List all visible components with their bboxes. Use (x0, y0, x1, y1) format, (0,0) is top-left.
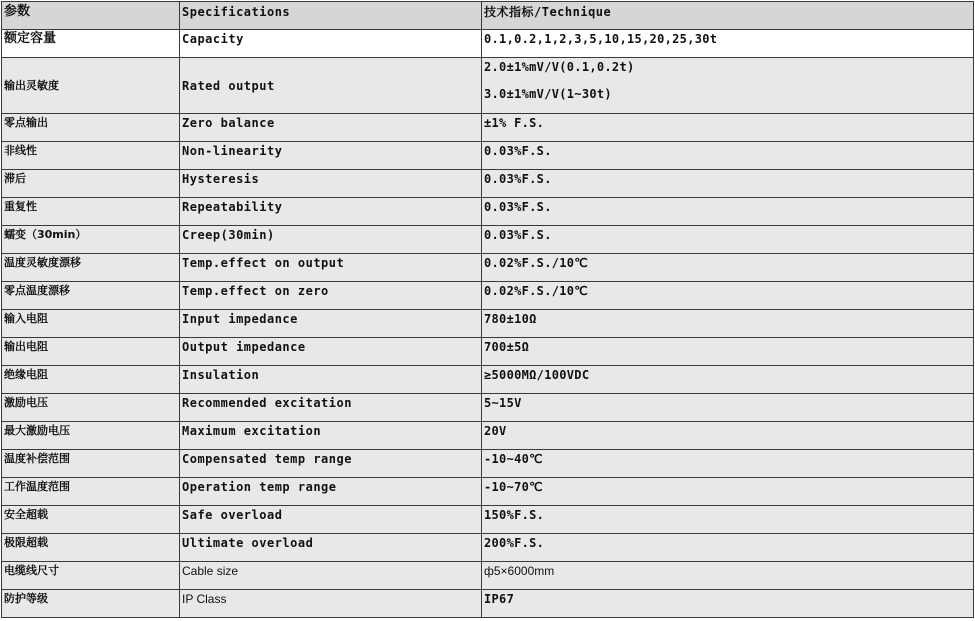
row-cn-label: 额定容量 (2, 30, 180, 58)
row-cn-label: 输出电阻 (2, 338, 180, 366)
row-cn-label: 激励电压 (2, 394, 180, 422)
row-value: 780±10Ω (482, 310, 974, 338)
row-en-label: Capacity (180, 30, 482, 58)
row-en-label: Temp.effect on zero (180, 282, 482, 310)
row-en-label: Recommended excitation (180, 394, 482, 422)
row-value: 200%F.S. (482, 534, 974, 562)
row-en-label: Rated output (180, 58, 482, 114)
row-value: ф5×6000mm (482, 562, 974, 590)
row-en-label: Temp.effect on output (180, 254, 482, 282)
row-en-label: Repeatability (180, 198, 482, 226)
row-value: 20V (482, 422, 974, 450)
row-en-label: Compensated temp range (180, 450, 482, 478)
row-value: 0.03%F.S. (482, 142, 974, 170)
row-en-label: Cable size (180, 562, 482, 590)
table-row (2, 338, 974, 366)
header-parameter: 参数 (2, 2, 180, 30)
row-cn-label: 电缆线尺寸 (2, 562, 180, 590)
row-cn-label: 最大激励电压 (2, 422, 180, 450)
table-row (2, 114, 974, 142)
row-cn-label: 零点输出 (2, 114, 180, 142)
row-value (482, 58, 974, 114)
row-cn-label: 重复性 (2, 198, 180, 226)
row-cn-label: 非线性 (2, 142, 180, 170)
table-row (2, 534, 974, 562)
row-en-label: IP Class (180, 590, 482, 618)
table-row (2, 282, 974, 310)
row-value-line: 2.0±1%mV/V(0.1,0.2t) (484, 60, 635, 74)
specifications-table (1, 1, 974, 618)
row-cn-label: 温度补偿范围 (2, 450, 180, 478)
row-cn-label: 绝缘电阻 (2, 366, 180, 394)
row-cn-label: 安全超载 (2, 506, 180, 534)
table-row (2, 198, 974, 226)
row-value: 150%F.S. (482, 506, 974, 534)
row-en-label: Input impedance (180, 310, 482, 338)
row-value: 0.03%F.S. (482, 170, 974, 198)
row-value: 5~15V (482, 394, 974, 422)
row-cn-label: 零点温度漂移 (2, 282, 180, 310)
table-row (2, 30, 974, 58)
row-en-label: Creep(30min) (180, 226, 482, 254)
row-value: 0.1,0.2,1,2,3,5,10,15,20,25,30t (482, 30, 974, 58)
row-cn-label: 蠕变（30min） (2, 226, 180, 254)
table-row (2, 254, 974, 282)
table-row (2, 366, 974, 394)
table-row (2, 450, 974, 478)
row-value: IP67 (482, 590, 974, 618)
row-en-label: Insulation (180, 366, 482, 394)
row-cn-label: 防护等级 (2, 590, 180, 618)
row-en-label: Safe overload (180, 506, 482, 534)
row-value: -10~70℃ (482, 478, 974, 506)
table-header-row (2, 2, 974, 30)
row-value: 0.03%F.S. (482, 198, 974, 226)
row-cn-label: 滞后 (2, 170, 180, 198)
header-technique: 技术指标/Technique (482, 2, 974, 30)
table-row (2, 562, 974, 590)
row-en-label: Ultimate overload (180, 534, 482, 562)
row-cn-label: 输入电阻 (2, 310, 180, 338)
row-cn-label: 极限超载 (2, 534, 180, 562)
table-row (2, 58, 974, 114)
table-row (2, 394, 974, 422)
table-row (2, 422, 974, 450)
row-value-line: 3.0±1%mV/V(1~30t) (484, 87, 612, 101)
row-value: -10~40℃ (482, 450, 974, 478)
table-row (2, 506, 974, 534)
row-en-label: Operation temp range (180, 478, 482, 506)
header-specifications: Specifications (180, 2, 482, 30)
row-value: ±1% F.S. (482, 114, 974, 142)
row-value: 0.02%F.S./10℃ (482, 254, 974, 282)
row-cn-label: 温度灵敏度漂移 (2, 254, 180, 282)
row-en-label: Zero balance (180, 114, 482, 142)
table-row (2, 590, 974, 618)
table-row (2, 170, 974, 198)
row-cn-label: 工作温度范围 (2, 478, 180, 506)
table-row (2, 310, 974, 338)
table-row (2, 226, 974, 254)
row-value: 0.03%F.S. (482, 226, 974, 254)
row-value: 0.02%F.S./10℃ (482, 282, 974, 310)
row-en-label: Hysteresis (180, 170, 482, 198)
row-en-label: Non-linearity (180, 142, 482, 170)
row-value: 700±5Ω (482, 338, 974, 366)
row-value: ≥5000MΩ/100VDC (482, 366, 974, 394)
row-en-label: Output impedance (180, 338, 482, 366)
row-en-label: Maximum excitation (180, 422, 482, 450)
table-row (2, 478, 974, 506)
row-cn-label: 输出灵敏度 (2, 58, 180, 114)
table-row (2, 142, 974, 170)
